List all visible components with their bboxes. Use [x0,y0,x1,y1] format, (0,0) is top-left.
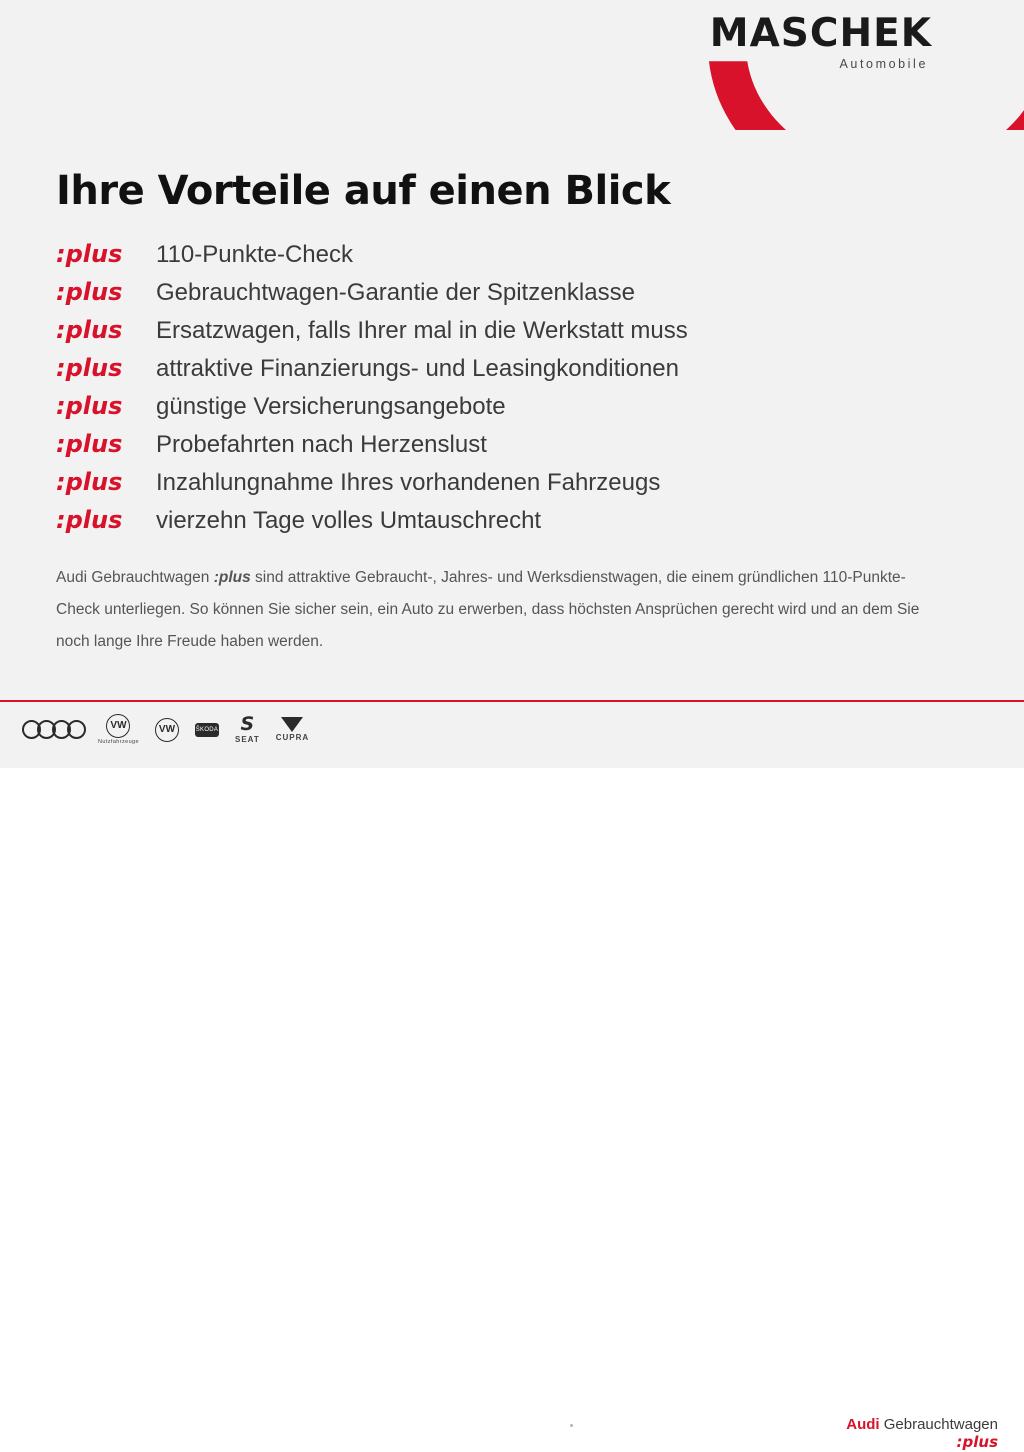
benefits-list [56,240,956,544]
benefit-text: attraktive Finanzierungs- und Leasingkonditionen [156,355,679,382]
plus-tag: :plus [56,392,123,420]
footer [0,702,1024,1452]
header [0,0,1024,130]
list-item [56,240,956,278]
skoda-logo [195,723,219,737]
audi-logo [22,720,82,739]
brand-logo-strip [22,714,309,745]
page-title: Ihre Vorteile auf einen Blick [56,168,671,214]
audi-gebrauchtwagen-plus-logo [846,1416,998,1452]
benefit-text: Gebrauchtwagen-Garantie der Spitzenklasse [156,279,635,306]
list-item [56,506,956,544]
list-item [56,392,956,430]
plus-tag: :plus [56,240,123,268]
disclaimer-part2: sind attraktive Gebraucht-, Jahres- und Werksdienstwagen, die einem gründlichen 110-Punkte-Check unterliegen. So können Sie sicher sein, ein Auto zu erwerben, dass höchsten Ansprüchen gerecht wird und an dem Sie noch lange Ihre Freude haben werden. [56,569,920,650]
cupra-icon [281,717,303,732]
volkswagen-nutzfahrzeuge-logo [98,714,139,745]
audi-rings-icon [22,720,82,739]
gebrauchtwagen-word: Gebrauchtwagen [879,1416,998,1433]
vw-nutzfahrzeuge-label: Nutzfahrzeuge [98,739,139,745]
dealer-logo [709,11,932,71]
benefit-text: Probefahrten nach Herzenslust [156,431,487,458]
audi-word: Audi [846,1416,880,1433]
plus-tag: :plus [56,506,123,534]
cupra-label: CUPRA [275,733,310,742]
cupra-logo [276,717,309,742]
seat-logo [235,715,260,744]
list-item [56,430,956,468]
vw-icon: VW [106,714,130,738]
benefit-text: vierzehn Tage volles Umtauschrecht [156,507,542,534]
seat-label: SEAT [234,735,260,744]
list-item [56,354,956,392]
list-item [56,278,956,316]
dealer-logo-name: MASCHEK [709,11,932,56]
audi-gw-plus-tag: :plus [956,1433,998,1452]
plus-tag: :plus [56,278,123,306]
list-item [56,316,956,354]
plus-tag: :plus [56,468,123,496]
disclaimer-part1: Audi Gebrauchtwagen [56,569,214,586]
plus-tag: :plus [56,354,123,382]
volkswagen-logo [155,718,179,742]
seat-s-icon: S [240,713,255,735]
plus-tag: :plus [56,316,123,344]
audi-gw-line1 [846,1416,998,1433]
vw-icon: VW [155,718,179,742]
disclaimer-plus-tag: :plus [213,569,251,586]
footer-center-dot [570,1424,573,1427]
benefit-text: Ersatzwagen, falls Ihrer mal in die Werkstatt muss [156,317,688,344]
dealer-logo-tagline: Automobile [839,57,928,71]
skoda-icon: ŠKODA [195,723,219,737]
disclaimer-text [56,562,936,658]
list-item [56,468,956,506]
benefit-text: Inzahlungnahme Ihres vorhandenen Fahrzeugs [156,469,661,496]
plus-tag: :plus [56,430,123,458]
benefit-text: günstige Versicherungsangebote [156,393,506,420]
benefit-text: 110-Punkte-Check [156,241,353,268]
